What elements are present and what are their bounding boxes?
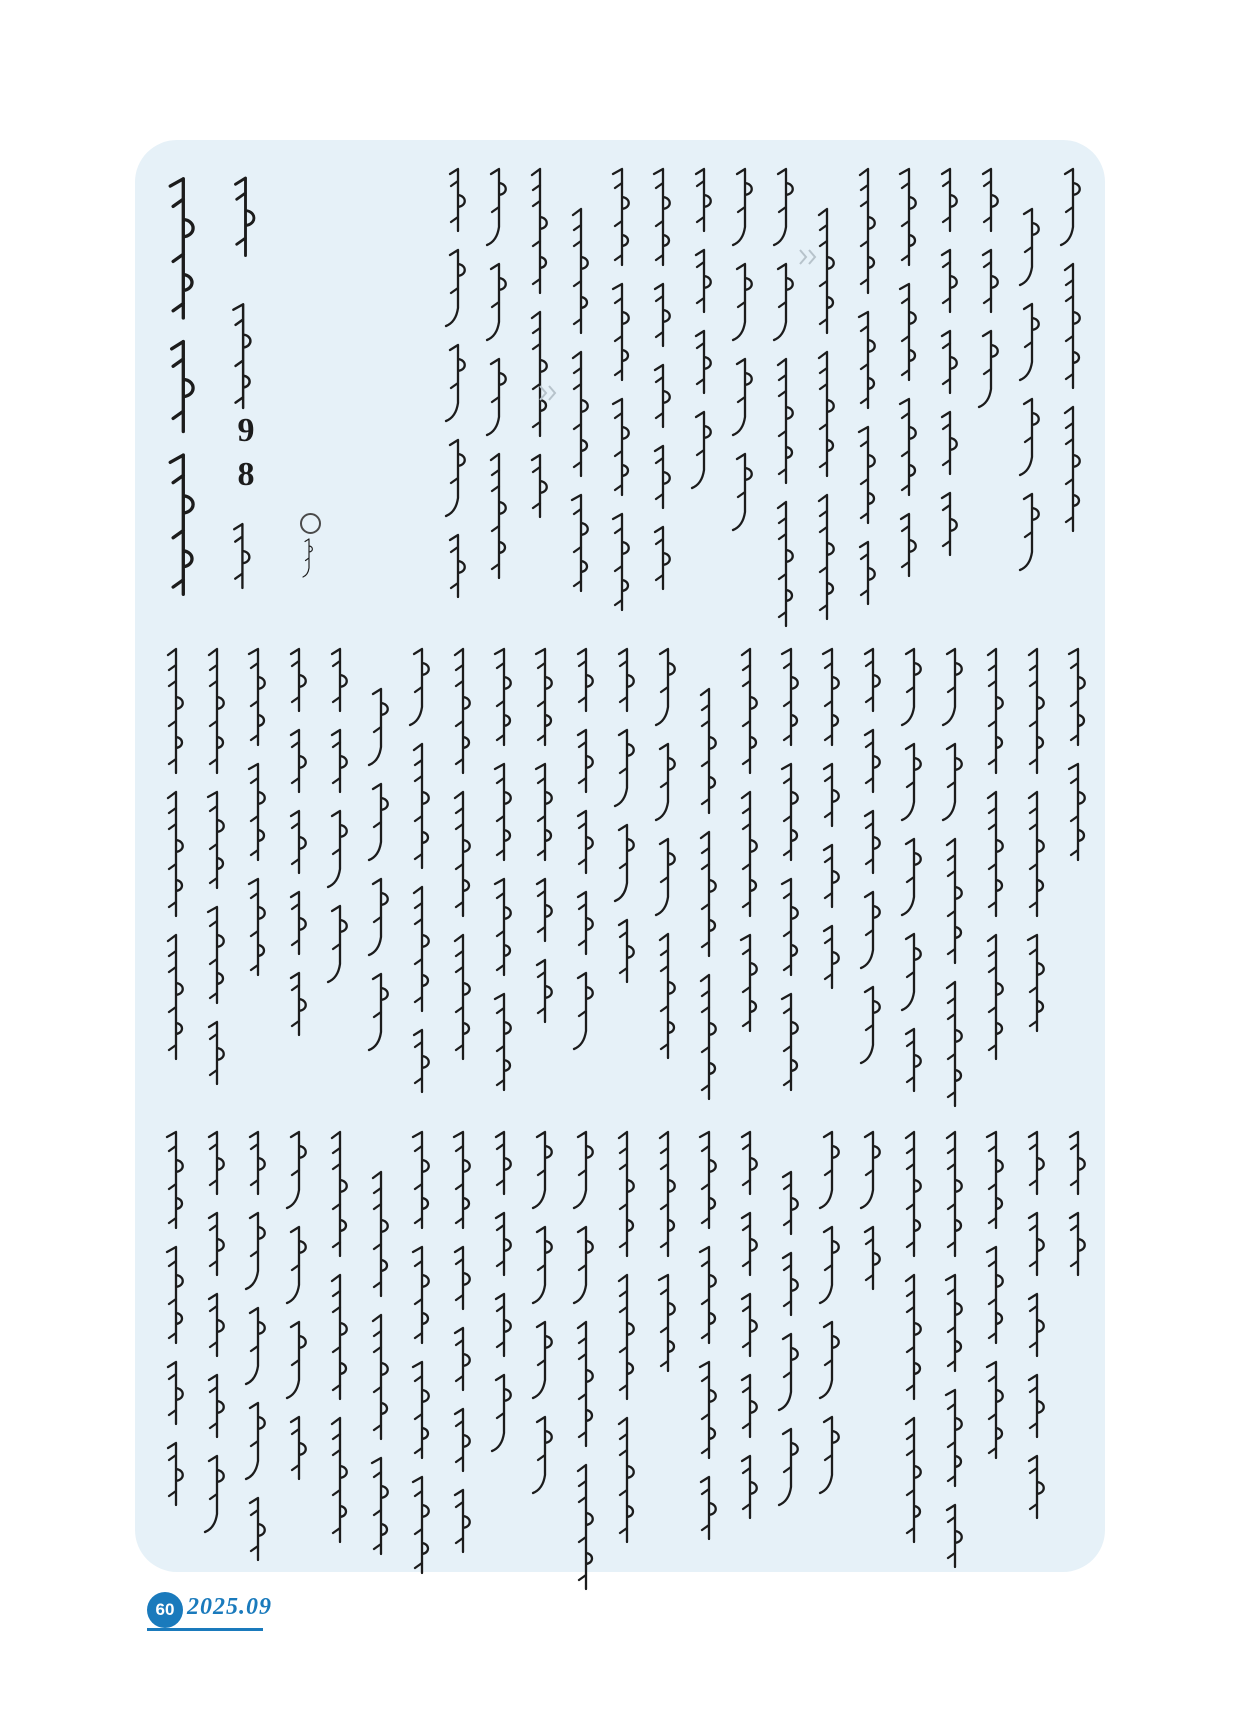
page-footer bbox=[147, 1591, 277, 1637]
article-panel bbox=[135, 140, 1105, 1572]
title-number-digit-bottom: 8 bbox=[237, 456, 255, 493]
issue-date: 2025.09 bbox=[187, 1594, 272, 1620]
footer-underline bbox=[147, 1628, 263, 1631]
author-marker-icon bbox=[300, 513, 321, 534]
title-number-digit-top: 9 bbox=[237, 412, 255, 449]
page-number-badge: 60 bbox=[147, 1592, 183, 1628]
